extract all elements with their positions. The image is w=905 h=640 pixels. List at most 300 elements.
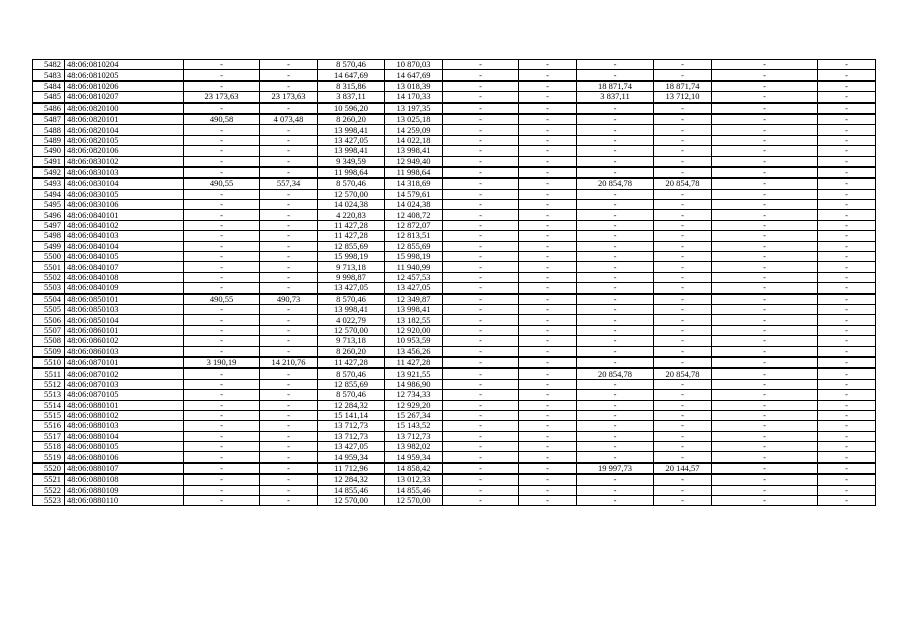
table-row [33,325,876,335]
value-cell: 12 570,00 [318,325,385,335]
value-cell: - [519,114,577,125]
value-cell: - [577,200,654,210]
cadastral-code-cell: 48:06:0860103 [65,346,184,357]
value-cell: 18 871,74 [654,81,712,92]
value-cell: - [654,496,712,506]
value-cell: 8 570,46 [318,368,385,379]
value-cell: - [818,125,876,135]
row-number-cell: 5493 [33,178,65,189]
value-cell: - [654,125,712,135]
row-number-cell: 5509 [33,346,65,357]
value-cell: - [184,60,260,70]
value-cell: - [443,442,519,452]
value-cell: - [519,252,577,262]
row-number-cell: 5482 [33,60,65,70]
value-cell: 12 734,33 [385,390,443,400]
value-cell: 11 998,64 [385,167,443,178]
value-cell: - [654,241,712,251]
value-cell: - [519,496,577,506]
row-number-cell: 5506 [33,315,65,325]
value-cell: - [184,442,260,452]
value-cell: 4 022,79 [318,315,385,325]
table-row [33,146,876,156]
value-cell: - [260,379,318,389]
value-cell: - [818,81,876,92]
value-cell: - [654,357,712,368]
value-cell: - [443,272,519,282]
cadastral-code-cell: 48:06:0830103 [65,167,184,178]
value-cell: - [712,485,818,495]
value-cell: - [577,114,654,125]
value-cell: - [260,272,318,282]
value-cell: - [712,294,818,305]
value-cell: - [712,431,818,441]
value-cell: 13 998,41 [318,146,385,156]
value-cell: - [712,304,818,314]
value-cell: - [443,431,519,441]
cadastral-code-cell: 48:06:0840101 [65,210,184,220]
value-cell: - [260,135,318,145]
value-cell: - [184,346,260,357]
value-cell: - [260,304,318,314]
cadastral-code-cell: 48:06:0810206 [65,81,184,92]
value-cell: - [443,410,519,420]
value-cell: - [443,231,519,241]
value-cell: - [260,262,318,272]
value-cell: - [577,496,654,506]
value-cell: 12 920,00 [385,325,443,335]
value-cell: - [818,241,876,251]
value-cell: - [818,272,876,282]
value-cell: 9 998,87 [318,272,385,282]
value-cell: - [443,92,519,103]
row-number-cell: 5508 [33,336,65,346]
value-cell: - [443,114,519,125]
value-cell: - [654,114,712,125]
value-cell: - [577,410,654,420]
value-cell: - [184,125,260,135]
cadastral-code-cell: 48:06:0880109 [65,485,184,495]
value-cell: - [654,390,712,400]
value-cell: - [519,125,577,135]
value-cell: - [260,156,318,167]
table-row [33,252,876,262]
table-row [33,231,876,241]
cadastral-code-cell: 48:06:0870103 [65,379,184,389]
value-cell: - [260,410,318,420]
row-number-cell: 5507 [33,325,65,335]
value-cell: - [712,325,818,335]
value-cell: - [818,452,876,463]
row-number-cell: 5523 [33,496,65,506]
cadastral-code-cell: 48:06:0840109 [65,283,184,294]
cadastral-code-cell: 48:06:0850103 [65,304,184,314]
cadastral-code-cell: 48:06:0810207 [65,92,184,103]
table-row [33,241,876,251]
value-cell: - [654,283,712,294]
value-cell: - [260,200,318,210]
row-number-cell: 5483 [33,70,65,81]
value-cell: - [443,294,519,305]
value-cell: 8 260,20 [318,346,385,357]
value-cell: 13 018,39 [385,81,443,92]
value-cell: 13 982,02 [385,442,443,452]
value-cell: - [818,231,876,241]
value-cell: - [519,442,577,452]
value-cell: - [519,336,577,346]
value-cell: - [184,325,260,335]
value-cell: - [577,442,654,452]
value-cell: - [184,167,260,178]
value-cell: 14 959,34 [318,452,385,463]
row-number-cell: 5499 [33,241,65,251]
cadastral-code-cell: 48:06:0830106 [65,200,184,210]
table-row [33,485,876,495]
value-cell: - [519,156,577,167]
value-cell: - [519,200,577,210]
value-cell: - [654,442,712,452]
row-number-cell: 5503 [33,283,65,294]
value-cell: - [260,390,318,400]
cadastral-code-cell: 48:06:0820100 [65,103,184,114]
value-cell: - [577,452,654,463]
value-cell: - [712,135,818,145]
value-cell: - [443,178,519,189]
table-row [33,262,876,272]
value-cell: - [712,189,818,199]
cadastral-code-cell: 48:06:0820105 [65,135,184,145]
value-cell: - [818,114,876,125]
value-cell: - [712,156,818,167]
row-number-cell: 5486 [33,103,65,114]
table-row [33,474,876,485]
value-cell: - [818,262,876,272]
value-cell: - [818,410,876,420]
value-cell: 13 182,55 [385,315,443,325]
value-cell: - [184,474,260,485]
row-number-cell: 5516 [33,421,65,431]
cadastral-code-cell: 48:06:0820104 [65,125,184,135]
value-cell: 12 408,72 [385,210,443,220]
value-cell: 8 570,46 [318,178,385,189]
value-cell: 13 427,05 [318,135,385,145]
value-cell: - [443,189,519,199]
value-cell: - [818,92,876,103]
table-row [33,114,876,125]
value-cell: - [184,485,260,495]
value-cell: - [443,135,519,145]
cadastral-code-cell: 48:06:0860102 [65,336,184,346]
value-cell: - [654,60,712,70]
value-cell: - [577,336,654,346]
value-cell: - [712,60,818,70]
value-cell: - [654,294,712,305]
value-cell: - [260,346,318,357]
value-cell: - [712,442,818,452]
value-cell: - [184,431,260,441]
value-cell: - [519,283,577,294]
row-number-cell: 5492 [33,167,65,178]
value-cell: - [577,146,654,156]
row-number-cell: 5490 [33,146,65,156]
value-cell: - [712,252,818,262]
value-cell: - [818,431,876,441]
value-cell: - [577,156,654,167]
value-cell: 13 712,73 [385,431,443,441]
value-cell: 490,73 [260,294,318,305]
value-cell: - [818,442,876,452]
value-cell: - [260,400,318,410]
value-cell: 13 456,26 [385,346,443,357]
value-cell: - [519,135,577,145]
value-cell: - [519,81,577,92]
value-cell: - [519,60,577,70]
value-cell: 14 210,76 [260,357,318,368]
row-number-cell: 5501 [33,262,65,272]
value-cell: - [577,252,654,262]
table-row [33,92,876,103]
value-cell: 10 870,03 [385,60,443,70]
value-cell: 11 427,28 [318,220,385,230]
value-cell: - [818,421,876,431]
value-cell: - [712,92,818,103]
value-cell: 10 596,20 [318,103,385,114]
value-cell: - [184,262,260,272]
value-cell: - [577,262,654,272]
value-cell: 23 173,63 [184,92,260,103]
row-number-cell: 5495 [33,200,65,210]
value-cell: - [519,431,577,441]
value-cell: 14 259,09 [385,125,443,135]
row-number-cell: 5513 [33,390,65,400]
row-number-cell: 5512 [33,379,65,389]
row-number-cell: 5515 [33,410,65,420]
value-cell: - [260,421,318,431]
value-cell: - [260,368,318,379]
value-cell: 23 173,63 [260,92,318,103]
cadastral-code-cell: 48:06:0810205 [65,70,184,81]
value-cell: - [184,103,260,114]
value-cell: - [260,252,318,262]
value-cell: - [519,315,577,325]
value-cell: - [654,103,712,114]
value-cell: - [443,156,519,167]
value-cell: 14 855,46 [385,485,443,495]
value-cell: - [577,220,654,230]
value-cell: - [577,70,654,81]
value-cell: - [519,70,577,81]
value-cell: - [184,496,260,506]
row-number-cell: 5520 [33,463,65,474]
cadastral-code-cell: 48:06:0880103 [65,421,184,431]
value-cell: - [654,200,712,210]
value-cell: 14 986,90 [385,379,443,389]
value-cell: - [712,200,818,210]
value-cell: - [712,81,818,92]
value-cell: 19 997,73 [577,463,654,474]
value-cell: - [519,241,577,251]
value-cell: - [519,485,577,495]
value-cell: - [818,60,876,70]
value-cell: - [443,210,519,220]
value-cell: - [260,442,318,452]
cadastral-code-cell: 48:06:0880104 [65,431,184,441]
value-cell: - [443,474,519,485]
row-number-cell: 5510 [33,357,65,368]
value-cell: 12 284,32 [318,474,385,485]
value-cell: 20 854,78 [577,178,654,189]
cadastral-code-cell: 48:06:0880102 [65,410,184,420]
value-cell: - [519,410,577,420]
value-cell: - [712,262,818,272]
value-cell: 8 570,46 [318,60,385,70]
value-cell: - [443,125,519,135]
value-cell: - [654,210,712,220]
value-cell: 8 315,86 [318,81,385,92]
value-cell: 490,55 [184,178,260,189]
value-cell: - [443,220,519,230]
value-cell: - [184,315,260,325]
value-cell: - [577,400,654,410]
value-cell: - [443,368,519,379]
value-cell: 13 998,41 [385,304,443,314]
value-cell: - [712,357,818,368]
row-number-cell: 5496 [33,210,65,220]
value-cell: 12 855,69 [385,241,443,251]
value-cell: - [577,231,654,241]
value-cell: 11 427,28 [318,357,385,368]
value-cell: - [184,220,260,230]
table-row [33,189,876,199]
value-cell: - [654,421,712,431]
table-row [33,421,876,431]
value-cell: - [519,325,577,335]
value-cell: - [184,231,260,241]
value-cell: - [260,70,318,81]
value-cell: - [577,485,654,495]
row-number-cell: 5498 [33,231,65,241]
value-cell: - [260,452,318,463]
value-cell: - [654,346,712,357]
value-cell: - [712,463,818,474]
value-cell: - [260,431,318,441]
value-cell: - [184,336,260,346]
row-number-cell: 5511 [33,368,65,379]
value-cell: - [443,346,519,357]
value-cell: 12 349,87 [385,294,443,305]
value-cell: 15 141,14 [318,410,385,420]
value-cell: 8 570,46 [318,390,385,400]
value-cell: 3 837,11 [577,92,654,103]
value-cell: - [184,379,260,389]
value-cell: - [519,92,577,103]
value-cell: - [818,357,876,368]
value-cell: - [519,178,577,189]
value-cell: - [577,103,654,114]
cadastral-code-cell: 48:06:0840104 [65,241,184,251]
value-cell: - [712,231,818,241]
row-number-cell: 5502 [33,272,65,282]
value-cell: - [712,400,818,410]
value-cell: 20 144,57 [654,463,712,474]
value-cell: 3 190,19 [184,357,260,368]
value-cell: - [184,463,260,474]
value-cell: - [712,336,818,346]
cadastral-code-cell: 48:06:0880105 [65,442,184,452]
value-cell: - [260,81,318,92]
table-row [33,431,876,441]
value-cell: - [654,485,712,495]
value-cell: - [818,70,876,81]
value-cell: - [577,272,654,282]
table-row [33,70,876,81]
value-cell: - [519,262,577,272]
value-cell: - [184,70,260,81]
value-cell: 13 998,41 [385,146,443,156]
value-cell: 11 427,28 [385,357,443,368]
value-cell: - [818,189,876,199]
value-cell: 13 712,73 [318,421,385,431]
value-cell: - [654,474,712,485]
value-cell: - [443,357,519,368]
row-number-cell: 5521 [33,474,65,485]
value-cell: - [519,103,577,114]
cadastral-code-cell: 48:06:0850101 [65,294,184,305]
value-cell: - [184,304,260,314]
value-cell: - [654,336,712,346]
table-row [33,103,876,114]
value-cell: - [577,241,654,251]
value-cell: 15 143,52 [385,421,443,431]
value-cell: 12 855,69 [318,241,385,251]
value-cell: - [184,452,260,463]
value-cell: - [818,304,876,314]
value-cell: 9 349,59 [318,156,385,167]
row-number-cell: 5504 [33,294,65,305]
value-cell: - [443,103,519,114]
value-cell: - [818,210,876,220]
value-cell: 14 647,69 [385,70,443,81]
value-cell: - [443,336,519,346]
table-row [33,315,876,325]
value-cell: - [184,200,260,210]
value-cell: - [577,474,654,485]
value-cell: - [260,485,318,495]
value-cell: - [443,421,519,431]
value-cell: - [818,103,876,114]
value-cell: - [654,400,712,410]
value-cell: - [712,178,818,189]
value-cell: 9 713,18 [318,336,385,346]
cadastral-code-cell: 48:06:0810204 [65,60,184,70]
value-cell: 20 854,78 [654,178,712,189]
value-cell: 14 024,38 [318,200,385,210]
cadastral-code-cell: 48:06:0880107 [65,463,184,474]
value-cell: - [519,390,577,400]
value-cell: 12 570,00 [318,189,385,199]
value-cell: 15 267,34 [385,410,443,420]
value-cell: - [818,325,876,335]
value-cell: - [712,210,818,220]
value-cell: - [818,336,876,346]
value-cell: 14 022,18 [385,135,443,145]
value-cell: - [712,283,818,294]
value-cell: - [654,189,712,199]
value-cell: - [577,315,654,325]
value-cell: - [712,114,818,125]
value-cell: - [519,146,577,156]
value-cell: - [577,325,654,335]
